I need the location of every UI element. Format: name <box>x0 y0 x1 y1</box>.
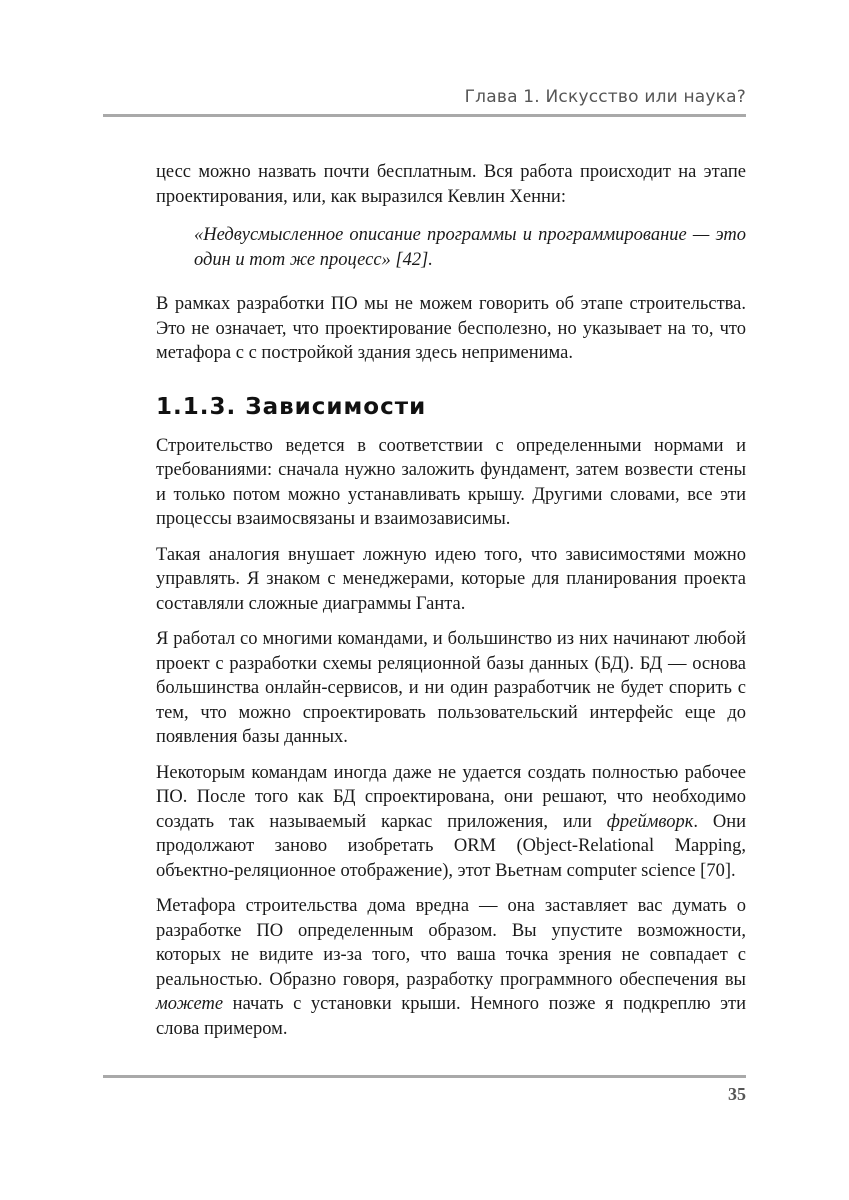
paragraph-6-emphasis: фреймворк <box>606 811 694 832</box>
paragraph-7-text-a: Метафора строительства дома вредна — она заставляет вас думать о разработке ПО определенным образом. Вы упустите возможности, которых не видите из-за того, что ваша точка зрения не совпадает с реальностью. Образно говоря, разработку программного обеспечения вы <box>156 896 746 990</box>
header-divider <box>103 114 746 117</box>
paragraph-7-emphasis: можете <box>156 994 224 1014</box>
paragraph-3: Строительство ведется в соответствии с определенными нормами и требованиями: сначала нужно заложить фундамент, затем возвести стены и только потом можно устанавливать крышу. Другими словами, все эти процессы взаимосвязаны и взаимозависимы. <box>156 435 746 529</box>
paragraph-7 <box>156 894 746 1041</box>
paragraph-6-text-a: Некоторым командам иногда даже не удается создать полностью рабочее ПО. После того как БД спроектирована, они решают, что необходимо создать так называемый каркас приложения, или <box>156 762 746 832</box>
paragraph-2: В рамках разработки ПО мы не можем говорить об этапе строительства. Это не означает, что проектирование бесполезно, но указывает на то, что метафора с с постройкой здания здесь неприменима. <box>156 294 746 363</box>
section-heading: 1.1.3. Зависимости <box>156 393 427 420</box>
page-body <box>156 160 746 1052</box>
paragraph-7-text-b: начать с установки крыши. Немного позже я подкреплю эти слова примером. <box>156 994 746 1039</box>
paragraph-6 <box>156 761 746 884</box>
running-head-title: Глава 1. Искусство или наука? <box>464 87 746 107</box>
paragraph-5: Я работал со многими командами, и большинство из них начинают любой проект с разработки схемы реляционной базы данных (БД). БД — основа большинства онлайн-сервисов, и ни один разработчик не будет спорить с тем, что можно спроектировать пользовательский интерфейс еще до появления базы данных. <box>156 629 746 747</box>
paragraph-4: Такая аналогия внушает ложную идею того, что зависимостями можно управлять. Я знаком с менеджерами, которые для планирования проекта составляли сложные диаграммы Ганта. <box>156 544 746 614</box>
block-quote: «Недвусмысленное описание программы и программирование — это один и тот же процесс» [42]. <box>194 225 746 270</box>
page-number: 35 <box>728 1084 746 1104</box>
paragraph-6-text-b: . Они продолжают заново изобретать ORM (Object-Relational Mapping, объектно-реляционное отображение), этот Вьетнам computer science [70]. <box>156 811 747 881</box>
paragraph-1: цесс можно назвать почти бесплатным. Вся работа происходит на этапе проектирования, или, как выразился Кевлин Хенни: <box>156 162 746 207</box>
footer-divider <box>103 1075 746 1078</box>
